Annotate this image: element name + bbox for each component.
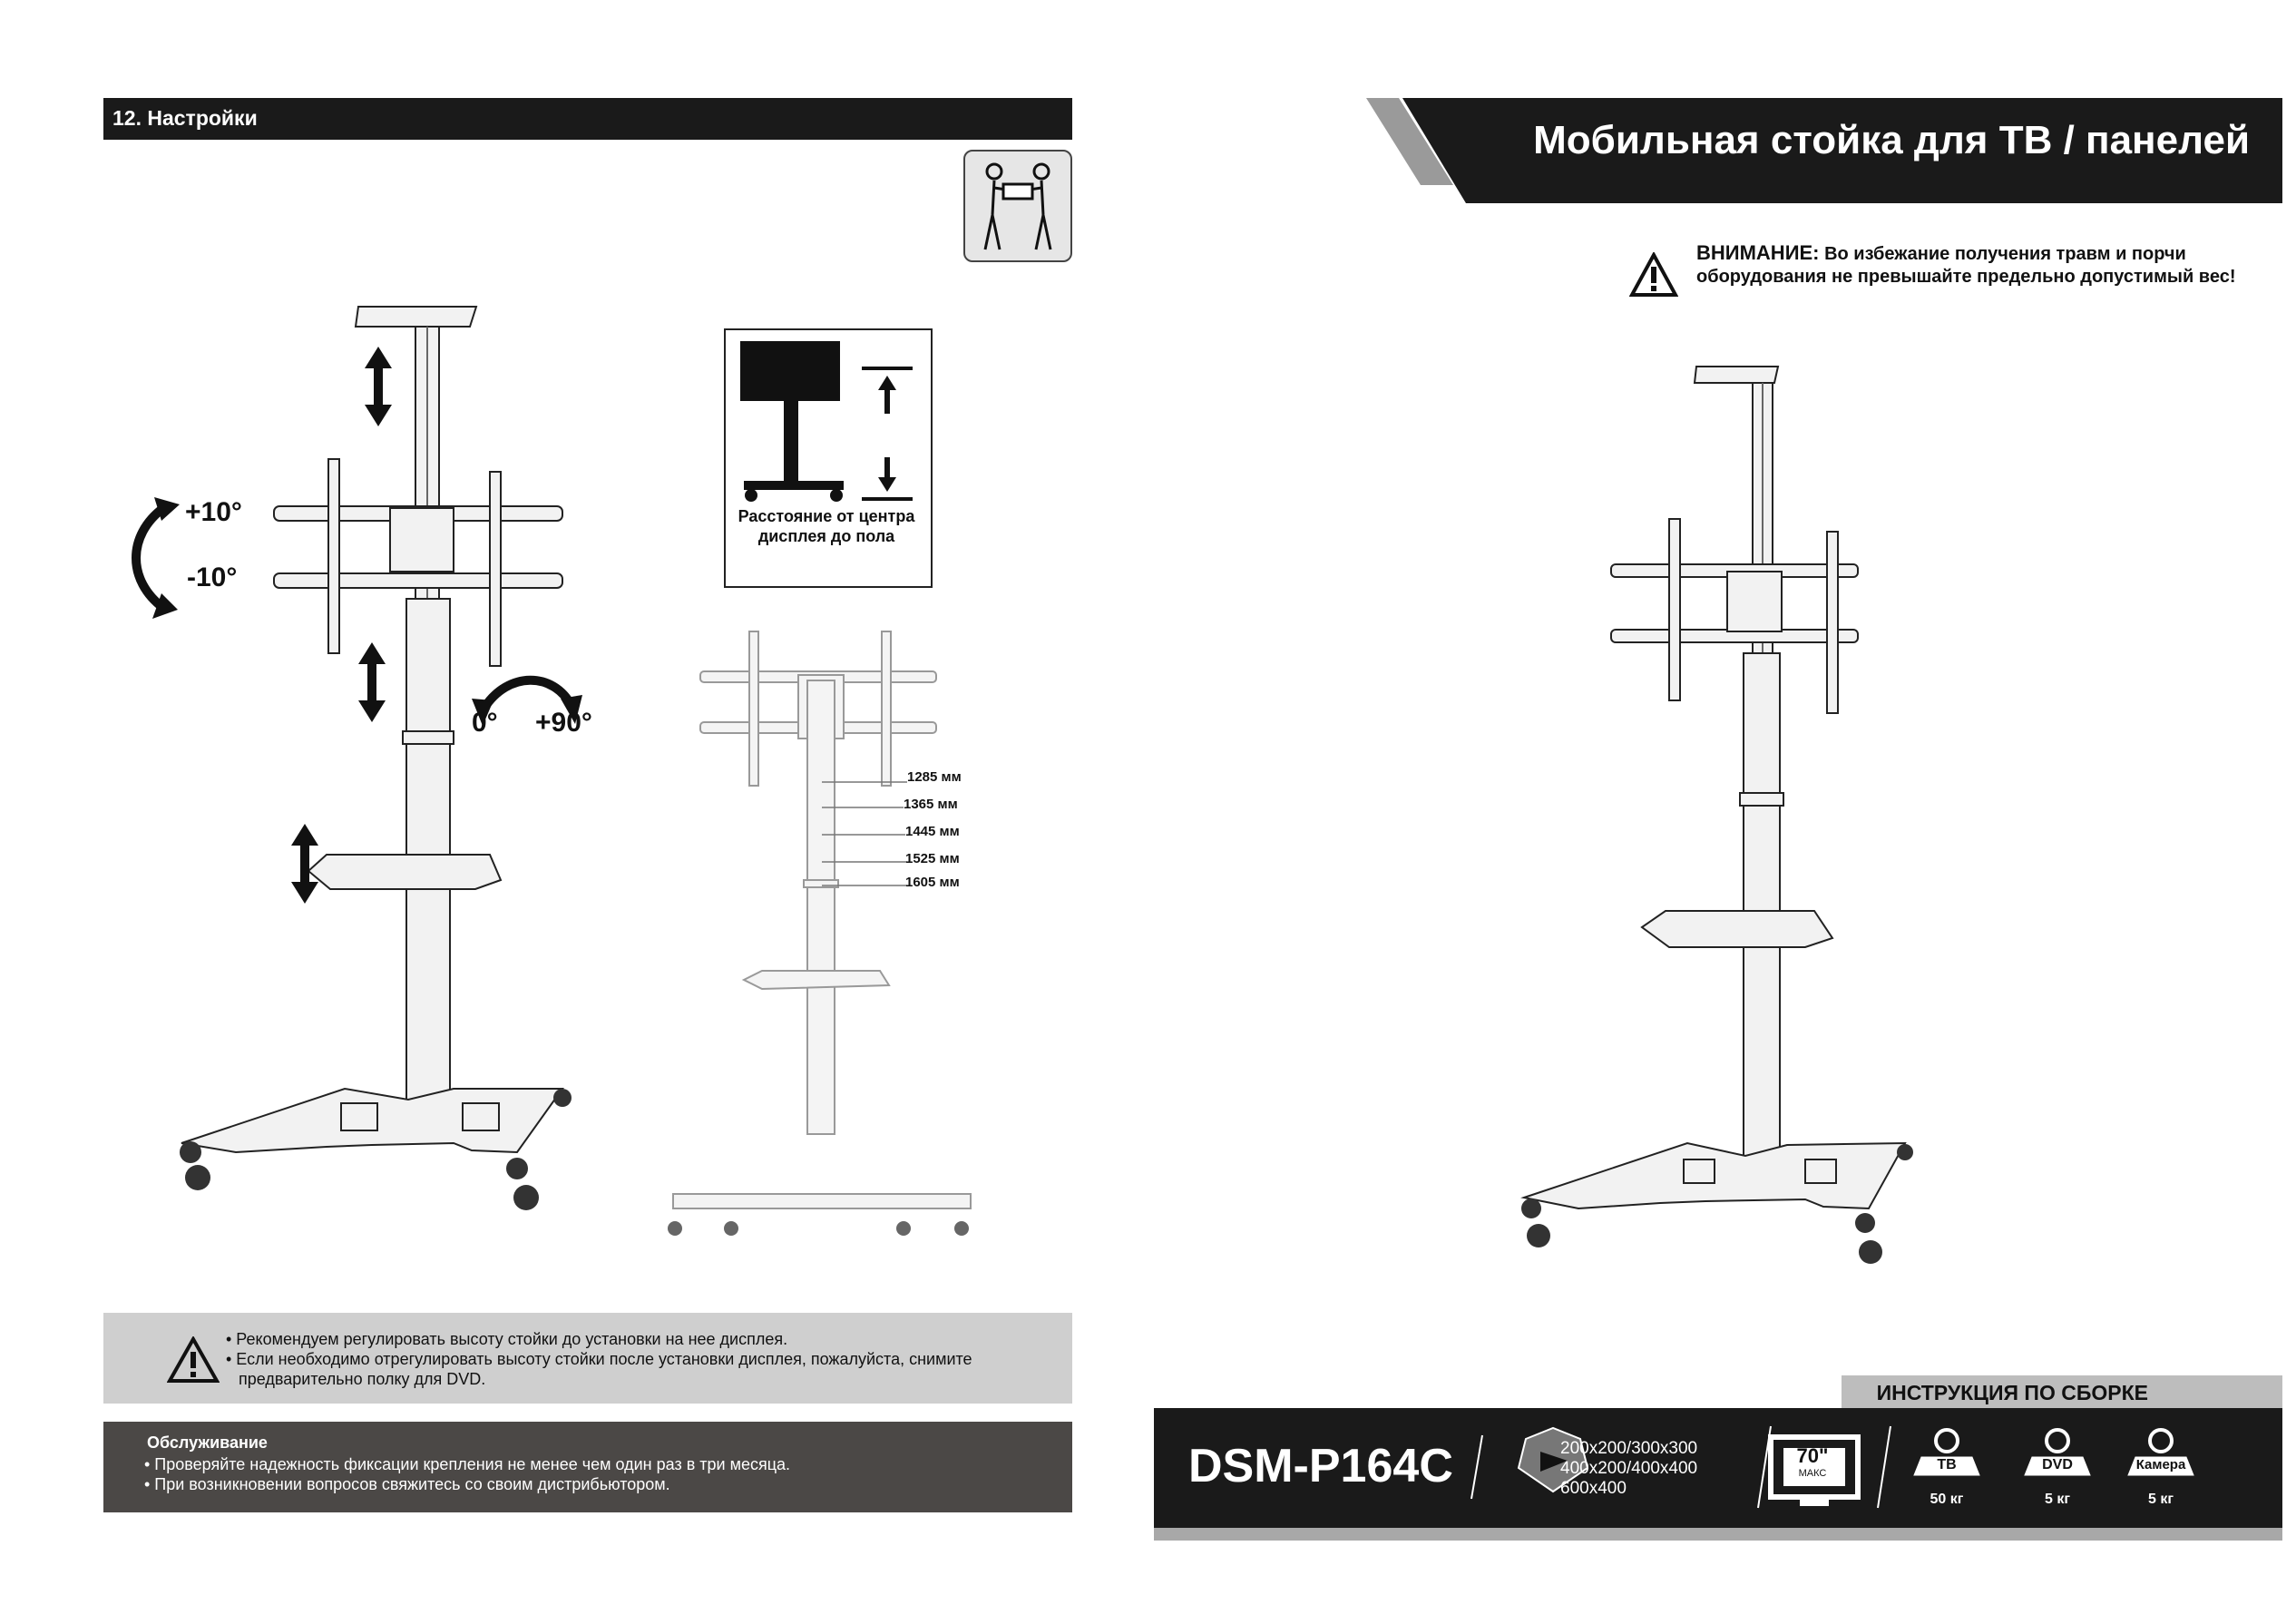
load-weight-camera: 5 кг [2147,1492,2174,1507]
weight-warning [1696,241,2277,289]
model-number: DSM-P164C [1188,1440,1453,1492]
swivel-zero-label: 0° [472,708,498,738]
load-name-tv: ТВ [1937,1457,1957,1472]
section-header-bar [103,98,1072,140]
height-positions-diagram [662,626,980,1243]
spec-bar-underline [1154,1528,2282,1541]
section-title: 12. Настройки [112,106,258,130]
load-name-camera: Камера [2135,1457,2186,1472]
warning-icon [1629,252,1678,298]
vesa-patterns [1560,1439,1697,1499]
stand-adjustment-diagram [127,290,599,1234]
tilt-plus-label: +10° [185,497,242,527]
max-screen-size: 70" [1796,1444,1829,1467]
instruction-label: ИНСТРУКЦИЯ ПО СБОРКЕ [1876,1381,2148,1404]
service-title: Обслуживание [147,1433,268,1452]
warning-line2: оборудования не превышайте предельно допустимый вес! [1696,267,2236,287]
load-name-dvd: DVD [2042,1457,2073,1472]
two-person-lift-icon [963,150,1072,262]
product-stand-illustration [1506,354,1932,1306]
vesa-line: 600x400 [1560,1479,1627,1498]
max-label: МАКС [1798,1468,1827,1479]
notice-item: • Рекомендуем регулировать высоту стойки до установки на нее дисплея. [226,1330,788,1348]
service-item: • При возникновении вопросов свяжитесь со своим дистрибьютором. [144,1475,670,1493]
height-1445: 1445 мм [905,824,960,839]
vesa-line: 200x200/300x300 [1560,1439,1698,1458]
warning-line1: Во избежание получения травм и порчи [1824,244,2186,264]
vesa-line: 400x200/400x400 [1560,1459,1698,1478]
swivel-plus-label: +90° [535,708,592,738]
height-1525: 1525 мм [905,851,960,866]
height-1365: 1365 мм [904,797,958,812]
warning-label: ВНИМАНИЕ: [1696,241,1820,264]
height-1605: 1605 мм [905,875,960,890]
warning-icon [167,1336,220,1384]
notice-item: • Если необходимо отрегулировать высоту стойки после установки дисплея, пожалуйста, снимите [226,1350,972,1368]
height-1285: 1285 мм [907,769,962,785]
distance-diagram-box [724,328,933,588]
load-weight-dvd: 5 кг [2044,1492,2070,1507]
adjustment-notice [103,1313,1072,1404]
distance-label: Расстояние от центра дисплея до пола [738,507,915,545]
product-title: Мобильная стойка для ТВ / панелей [1533,118,2250,162]
instruction-label-bar [1842,1375,2282,1408]
load-weight-tv: 50 кг [1930,1492,1964,1507]
notice-item: предварительно полку для DVD. [239,1370,486,1388]
service-item: • Проверяйте надежность фиксации крепления не менее чем один раз в три месяца. [144,1455,791,1473]
tilt-minus-label: -10° [187,563,238,592]
service-section [103,1422,1072,1512]
